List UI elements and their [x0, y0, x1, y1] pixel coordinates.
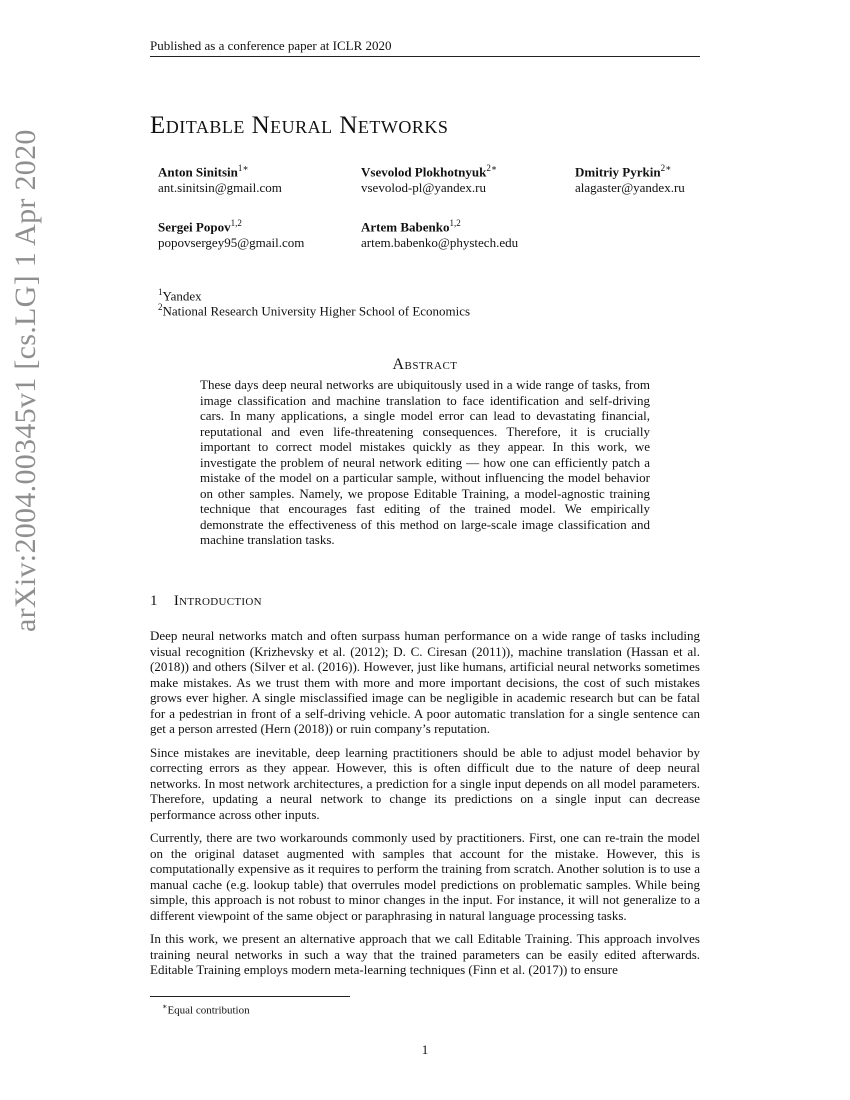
footnote-mark: ∗: [162, 1002, 168, 1011]
paper-title: [150, 112, 448, 140]
arxiv-stamp: arXiv:2004.00345v1 [cs.LG] 1 Apr 2020: [9, 129, 42, 632]
affiliation-mark: 1: [158, 287, 163, 297]
author-block: [361, 160, 497, 196]
author-block: [158, 160, 282, 196]
section-title: Introduction: [173, 593, 262, 609]
author-email: alagaster@yandex.ru: [575, 180, 685, 196]
abstract-heading: [0, 356, 850, 374]
author-marks: 2∗: [660, 163, 672, 173]
author-email: artem.babenko@phystech.edu: [361, 235, 519, 251]
header-rule: [150, 56, 700, 57]
abstract-heading-text: Abstract: [392, 356, 458, 373]
running-header: Published as a conference paper at ICLR 2020: [150, 38, 392, 53]
author-name: Dmitriy Pyrkin: [575, 164, 661, 180]
footnote: [162, 1002, 250, 1017]
affiliation-name: National Research University Higher School of Economics: [162, 303, 471, 319]
author-email: ant.sinitsin@gmail.com: [158, 180, 282, 196]
affiliation-name: Yandex: [162, 288, 202, 304]
section-body: [150, 628, 700, 986]
author-marks: 1,2: [230, 218, 242, 228]
author-email: popovsergey95@gmail.com: [158, 235, 305, 251]
author-name: Artem Babenko: [361, 219, 450, 235]
footnote-rule: [150, 996, 350, 997]
author-marks: 1,2: [449, 218, 461, 228]
author-marks: 1∗: [237, 163, 249, 173]
paper-title-text: Editable Neural Networks: [150, 112, 449, 139]
author-name: Anton Sinitsin: [158, 164, 238, 180]
author-email: vsevolod-pl@yandex.ru: [361, 180, 486, 196]
section-number: 1: [150, 593, 158, 609]
author-block: [361, 215, 518, 251]
paragraph: Since mistakes are inevitable, deep learning practitioners should be able to adjust model behavior by correcting errors as they appear. However, this is often difficult due to the nature of deep neural networks. In most network architectures, a prediction for a single input depends on all model parameters. Therefore, updating a neural network to change its predictions on a single input can decrease performance across other inputs.: [150, 744, 700, 822]
abstract-text: These days deep neural networks are ubiquitously used in a wide range of tasks, from image classification and machine translation to face identification and self-driving cars. In many applications, a single model error can lead to devastating financial, reputational and even life-threatening consequences. Therefore, it is crucially important to correct model mistakes quickly as they appear. In this work, we investigate the problem of neural network editing — how one can efficiently patch a mistake of the model on a particular sample, without influencing the model behavior on other samples. Namely, we propose Editable Training, a model-agnostic training technique that encourages fast editing of the trained model. We empirically demonstrate the effectiveness of this method on large-scale image classification and machine translation tasks.: [200, 377, 650, 547]
page-number: 1: [421, 1042, 429, 1057]
author-block: [158, 215, 304, 251]
affiliation-mark: 2: [158, 302, 163, 312]
paragraph: Currently, there are two workarounds commonly used by practitioners. First, one can re-train the model on the original dataset augmented with samples that account for the mistake. However, this is computationally expensive as it requires to perform the training from scratch. Another solution is to use a manual cache (e.g. lookup table) that overrules model predictions on problematic samples. While being simple, this approach is not robust to minor changes in the input. For instance, it will not generalize to a different viewpoint of the same object or paraphrasing in natural language processing tasks.: [150, 830, 700, 923]
section-heading: [150, 593, 262, 610]
author-name: Vsevolod Plokhotnyuk: [361, 164, 487, 180]
paragraph: In this work, we present an alternative approach that we call Editable Training. This approach involves training neural networks in such a way that the trained parameters can be easily edited afterwards. Editable Training employs modern meta-learning techniques (Finn et al. (2017)) to ensure: [150, 931, 700, 977]
author-block: [575, 160, 685, 196]
footnote-text: Equal contribution: [167, 1004, 250, 1017]
author-marks: 2∗: [486, 163, 497, 173]
paragraph: Deep neural networks match and often surpass human performance on a wide range of tasks including visual recognition (Krizhevsky et al. (2012); D. C. Ciresan (2011)), machine translation (Hassan et al. (2018)) and others (Silver et al. (2016)). However, just like humans, artificial neural networks sometimes make mistakes. As we trust them with more and more important decisions, the cost of such mistakes grows ever higher. A single misclassified image can be negligible in academic research but can be fatal for a pedestrian in front of a self-driving vehicle. A poor automatic translation for a single sentence can get a person arrested (Hern (2018)) or ruin company’s reputation.: [150, 628, 700, 736]
affiliation: [158, 302, 470, 319]
author-name: Sergei Popov: [158, 219, 231, 235]
